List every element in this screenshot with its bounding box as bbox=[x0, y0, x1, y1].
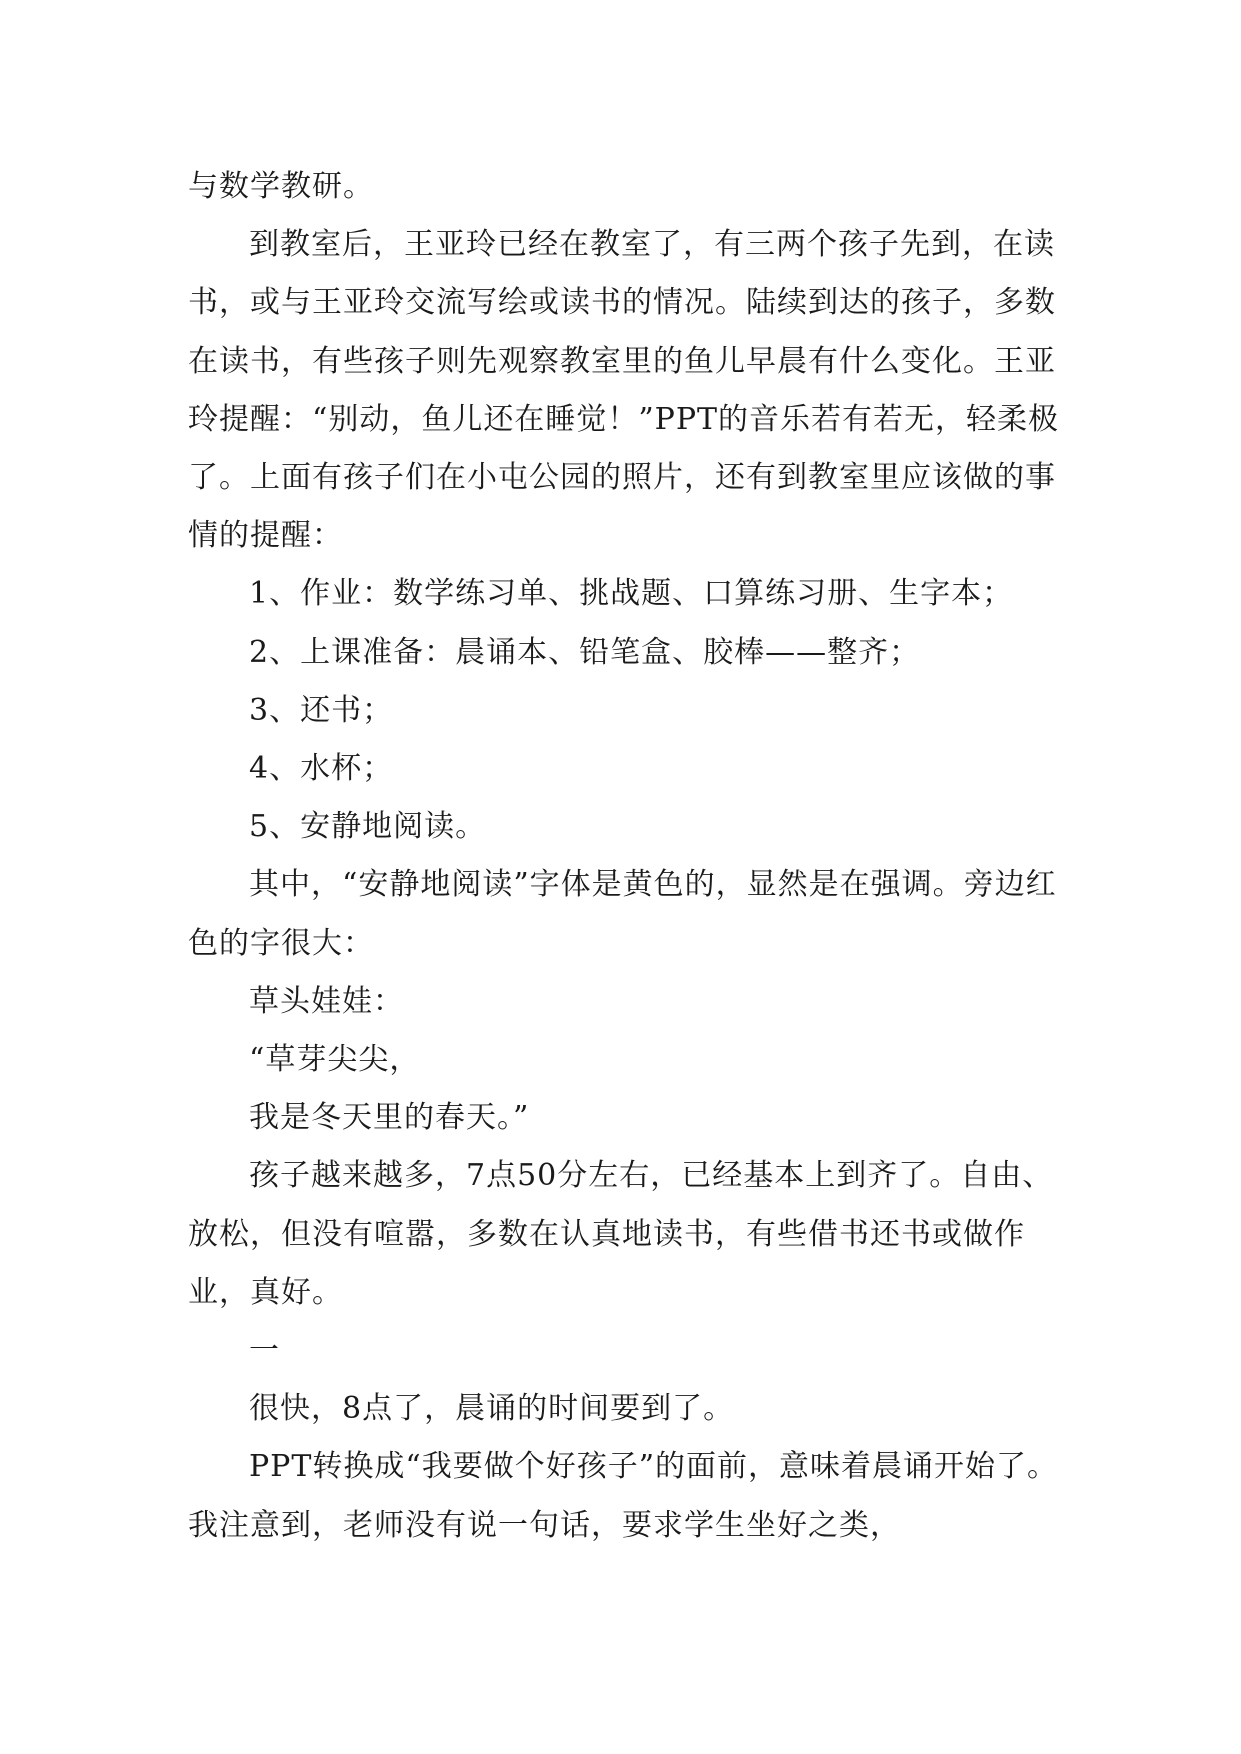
list-item: 4、水杯； bbox=[249, 751, 394, 787]
body-text bbox=[188, 158, 1068, 1555]
paragraph: 到教室后，王亚玲已经在教室了，有三两个孩子先到，在读书，或与王亚玲交流写绘或读书的情况。陆续到达的孩子，多数在读书，有些孩子则先观察教室里的鱼儿早晨有什么变化。王亚玲提醒：“别动，鱼儿还在睡觉！”PPT的音乐若有若无，轻柔极了。上面有孩子们在小屯公园的照片，还有到教室里应该做的事情的提醒： bbox=[188, 227, 1060, 554]
poem-line: 我是冬天里的春天。” bbox=[249, 1100, 530, 1136]
paragraph: PPT转换成“我要做个好孩子”的面前，意味着晨诵开始了。我注意到，老师没有说一句话，要求学生坐好之类， bbox=[188, 1449, 1059, 1543]
section-marker: 一 bbox=[249, 1333, 280, 1369]
list-item: 5、安静地阅读。 bbox=[249, 809, 487, 845]
paragraph: 其中，“安静地阅读”字体是黄色的，显然是在强调。旁边红色的字很大： bbox=[188, 867, 1057, 961]
paragraph: 孩子越来越多，7点50分左右，已经基本上到齐了。自由、放松，但没有喧嚣，多数在认真地读书，有些借书还书或做作业，真好。 bbox=[188, 1158, 1054, 1310]
list-item: 1、作业：数学练习单、挑战题、口算练习册、生字本； bbox=[249, 576, 1014, 612]
paragraph: 很快，8点了，晨诵的时间要到了。 bbox=[249, 1391, 735, 1427]
poem-title: 草头娃娃： bbox=[249, 983, 404, 1019]
paragraph: 与数学教研。 bbox=[188, 169, 374, 204]
list-item: 2、上课准备：晨诵本、铅笔盒、胶棒——整齐； bbox=[249, 634, 921, 670]
poem-line: “草芽尖尖， bbox=[249, 1042, 421, 1078]
list-item: 3、还书； bbox=[249, 692, 394, 728]
